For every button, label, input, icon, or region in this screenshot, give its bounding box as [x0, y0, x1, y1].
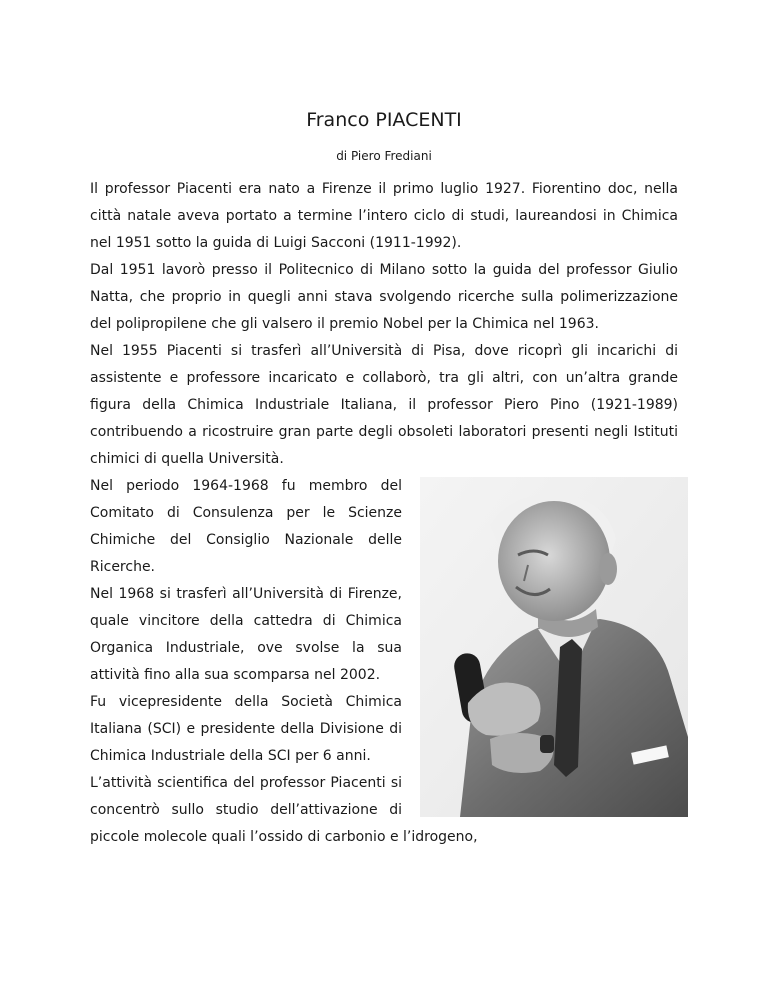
paragraph-2: Dal 1951 lavorò presso il Politecnico di Milano sotto la guida del professor Giulio Natta, che proprio in quegli anni stava svolgendo ricerche sulla polimerizzazione del polipropilene che gli valsero il premio Nobel per la Chimica nel 1963.: [90, 262, 678, 332]
paragraph-1: Il professor Piacenti era nato a Firenze il primo luglio 1927. Fiorentino doc, nella città natale aveva portato a termine l’intero ciclo di studi, laureandosi in Chimica nel 1951 sotto la guida di Luigi Sacconi (1911-1992).: [90, 181, 678, 251]
paragraph-7: L’attività scientifica del professor Piacenti si concentrò sullo studio dell’attivazione di piccole molecole quali l’ossido di carbonio e l’idrogeno,: [90, 775, 478, 845]
document-title: Franco PIACENTI: [306, 109, 462, 131]
paragraph-4: [90, 473, 678, 581]
portrait-photo: [420, 477, 688, 817]
document-byline: di Piero Frediani: [336, 149, 432, 163]
paragraph-5: Nel 1968 si trasferì all’Università di Firenze, quale vincitore della cattedra di Chimica Organica Industriale, ove svolse la sua attività fino alla sua scomparsa nel 2002.: [90, 586, 402, 683]
paragraph-6: Fu vicepresidente della Società Chimica Italiana (SCI) e presidente della Divisione di Chimica Industriale della SCI per 6 anni.: [90, 694, 402, 764]
paragraph-3-text: Nel 1955 Piacenti si trasferì all’Università di Pisa, dove ricoprì gli incarichi di assistente e professore incaricato e collaborò, tra gli altri, con un’altra grande figura della Chimica Industriale Italiana, il professor Piero Pino (1921-1989) contribuendo a ricostruire gran parte degli obsoleti laboratori presenti negli Istituti chimici di quella Università.: [90, 343, 678, 467]
paragraph-4-text: Nel periodo 1964-1968 fu membro del Comitato di Consulenza per le Scienze Chimiche del Consiglio Nazionale delle Ricerche.: [90, 478, 402, 575]
paragraph-3: [90, 338, 678, 473]
document-body: [90, 176, 678, 851]
